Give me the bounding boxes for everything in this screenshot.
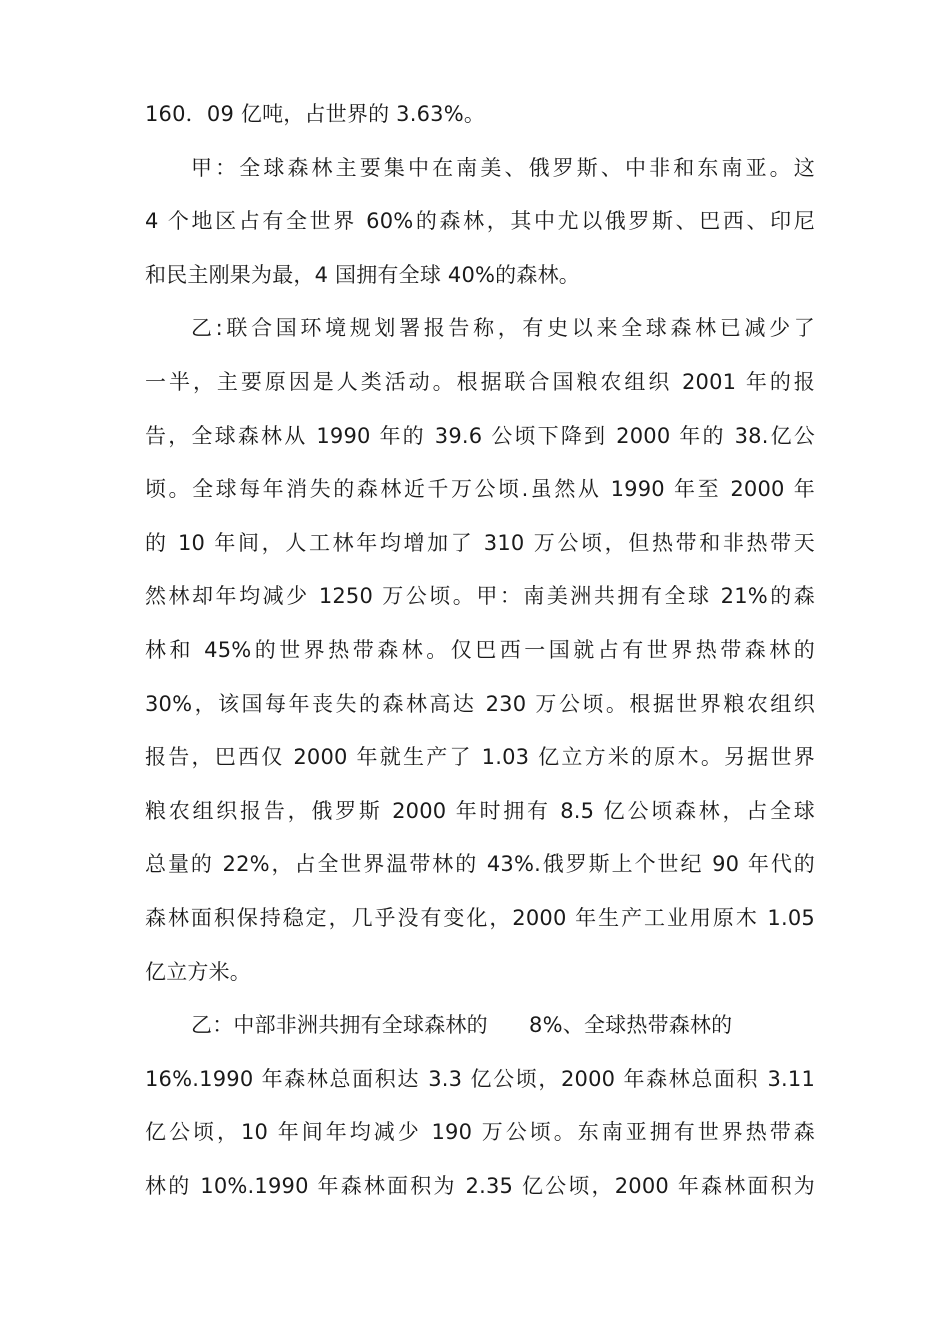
text-line: 一半，主要原因是人类活动。根据联合国粮农组织 2001 年的报	[145, 369, 815, 394]
text-line: 30%，该国每年丧失的森林高达 230 万公顷。根据世界粮农组织	[145, 691, 815, 716]
text-line: 然林却年均减少 1250 万公顷。甲：南美洲共拥有全球 21%的森	[145, 584, 815, 609]
text-line: 总量的 22%，占全世界温带林的 43%.俄罗斯上个世纪 90 年代的	[145, 852, 815, 877]
text-line: 160．09 亿吨，占世界的 3.63%。	[145, 102, 486, 126]
text-line: 4 个地区占有全世界 60%的森林，其中尤以俄罗斯、巴西、印尼	[145, 209, 815, 234]
text-line: 告，全球森林从 1990 年的 39.6 公顷下降到 2000 年的 38.亿公	[145, 423, 815, 448]
text-line: 森林面积保持稳定，几乎没有变化，2000 年生产工业用原木 1.05	[145, 905, 815, 930]
document-body	[145, 88, 815, 1213]
text-line: 乙：中部非洲共拥有全球森林的 8%、全球热带森林的	[191, 1013, 733, 1038]
text-line: 顷。全球每年消失的森林近千万公顷.虽然从 1990 年至 2000 年	[145, 477, 815, 502]
text-line: 甲：全球森林主要集中在南美、俄罗斯、中非和东南亚。这	[191, 155, 815, 180]
text-line: 亿立方米。	[145, 959, 251, 984]
text-line: 16%.1990 年森林总面积达 3.3 亿公顷，2000 年森林总面积 3.11	[145, 1066, 815, 1091]
text-line: 和民主刚果为最，4 国拥有全球 40%的森林。	[145, 262, 580, 287]
text-line: 林和 45%的世界热带森林。仅巴西一国就占有世界热带森林的	[145, 637, 815, 662]
text-line: 亿公顷，10 年间年均减少 190 万公顷。东南亚拥有世界热带森	[145, 1120, 815, 1145]
text-line: 林的 10%.1990 年森林面积为 2.35 亿公顷，2000 年森林面积为	[145, 1173, 815, 1198]
text-line: 粮农组织报告，俄罗斯 2000 年时拥有 8.5 亿公顷森林，占全球	[145, 798, 815, 823]
text-line: 报告，巴西仅 2000 年就生产了 1.03 亿立方米的原木。另据世界	[145, 745, 815, 770]
text-line: 的 10 年间，人工林年均增加了 310 万公顷，但热带和非热带天	[145, 530, 815, 555]
text-line: 乙:联合国环境规划署报告称，有史以来全球森林已减少了	[191, 316, 815, 341]
